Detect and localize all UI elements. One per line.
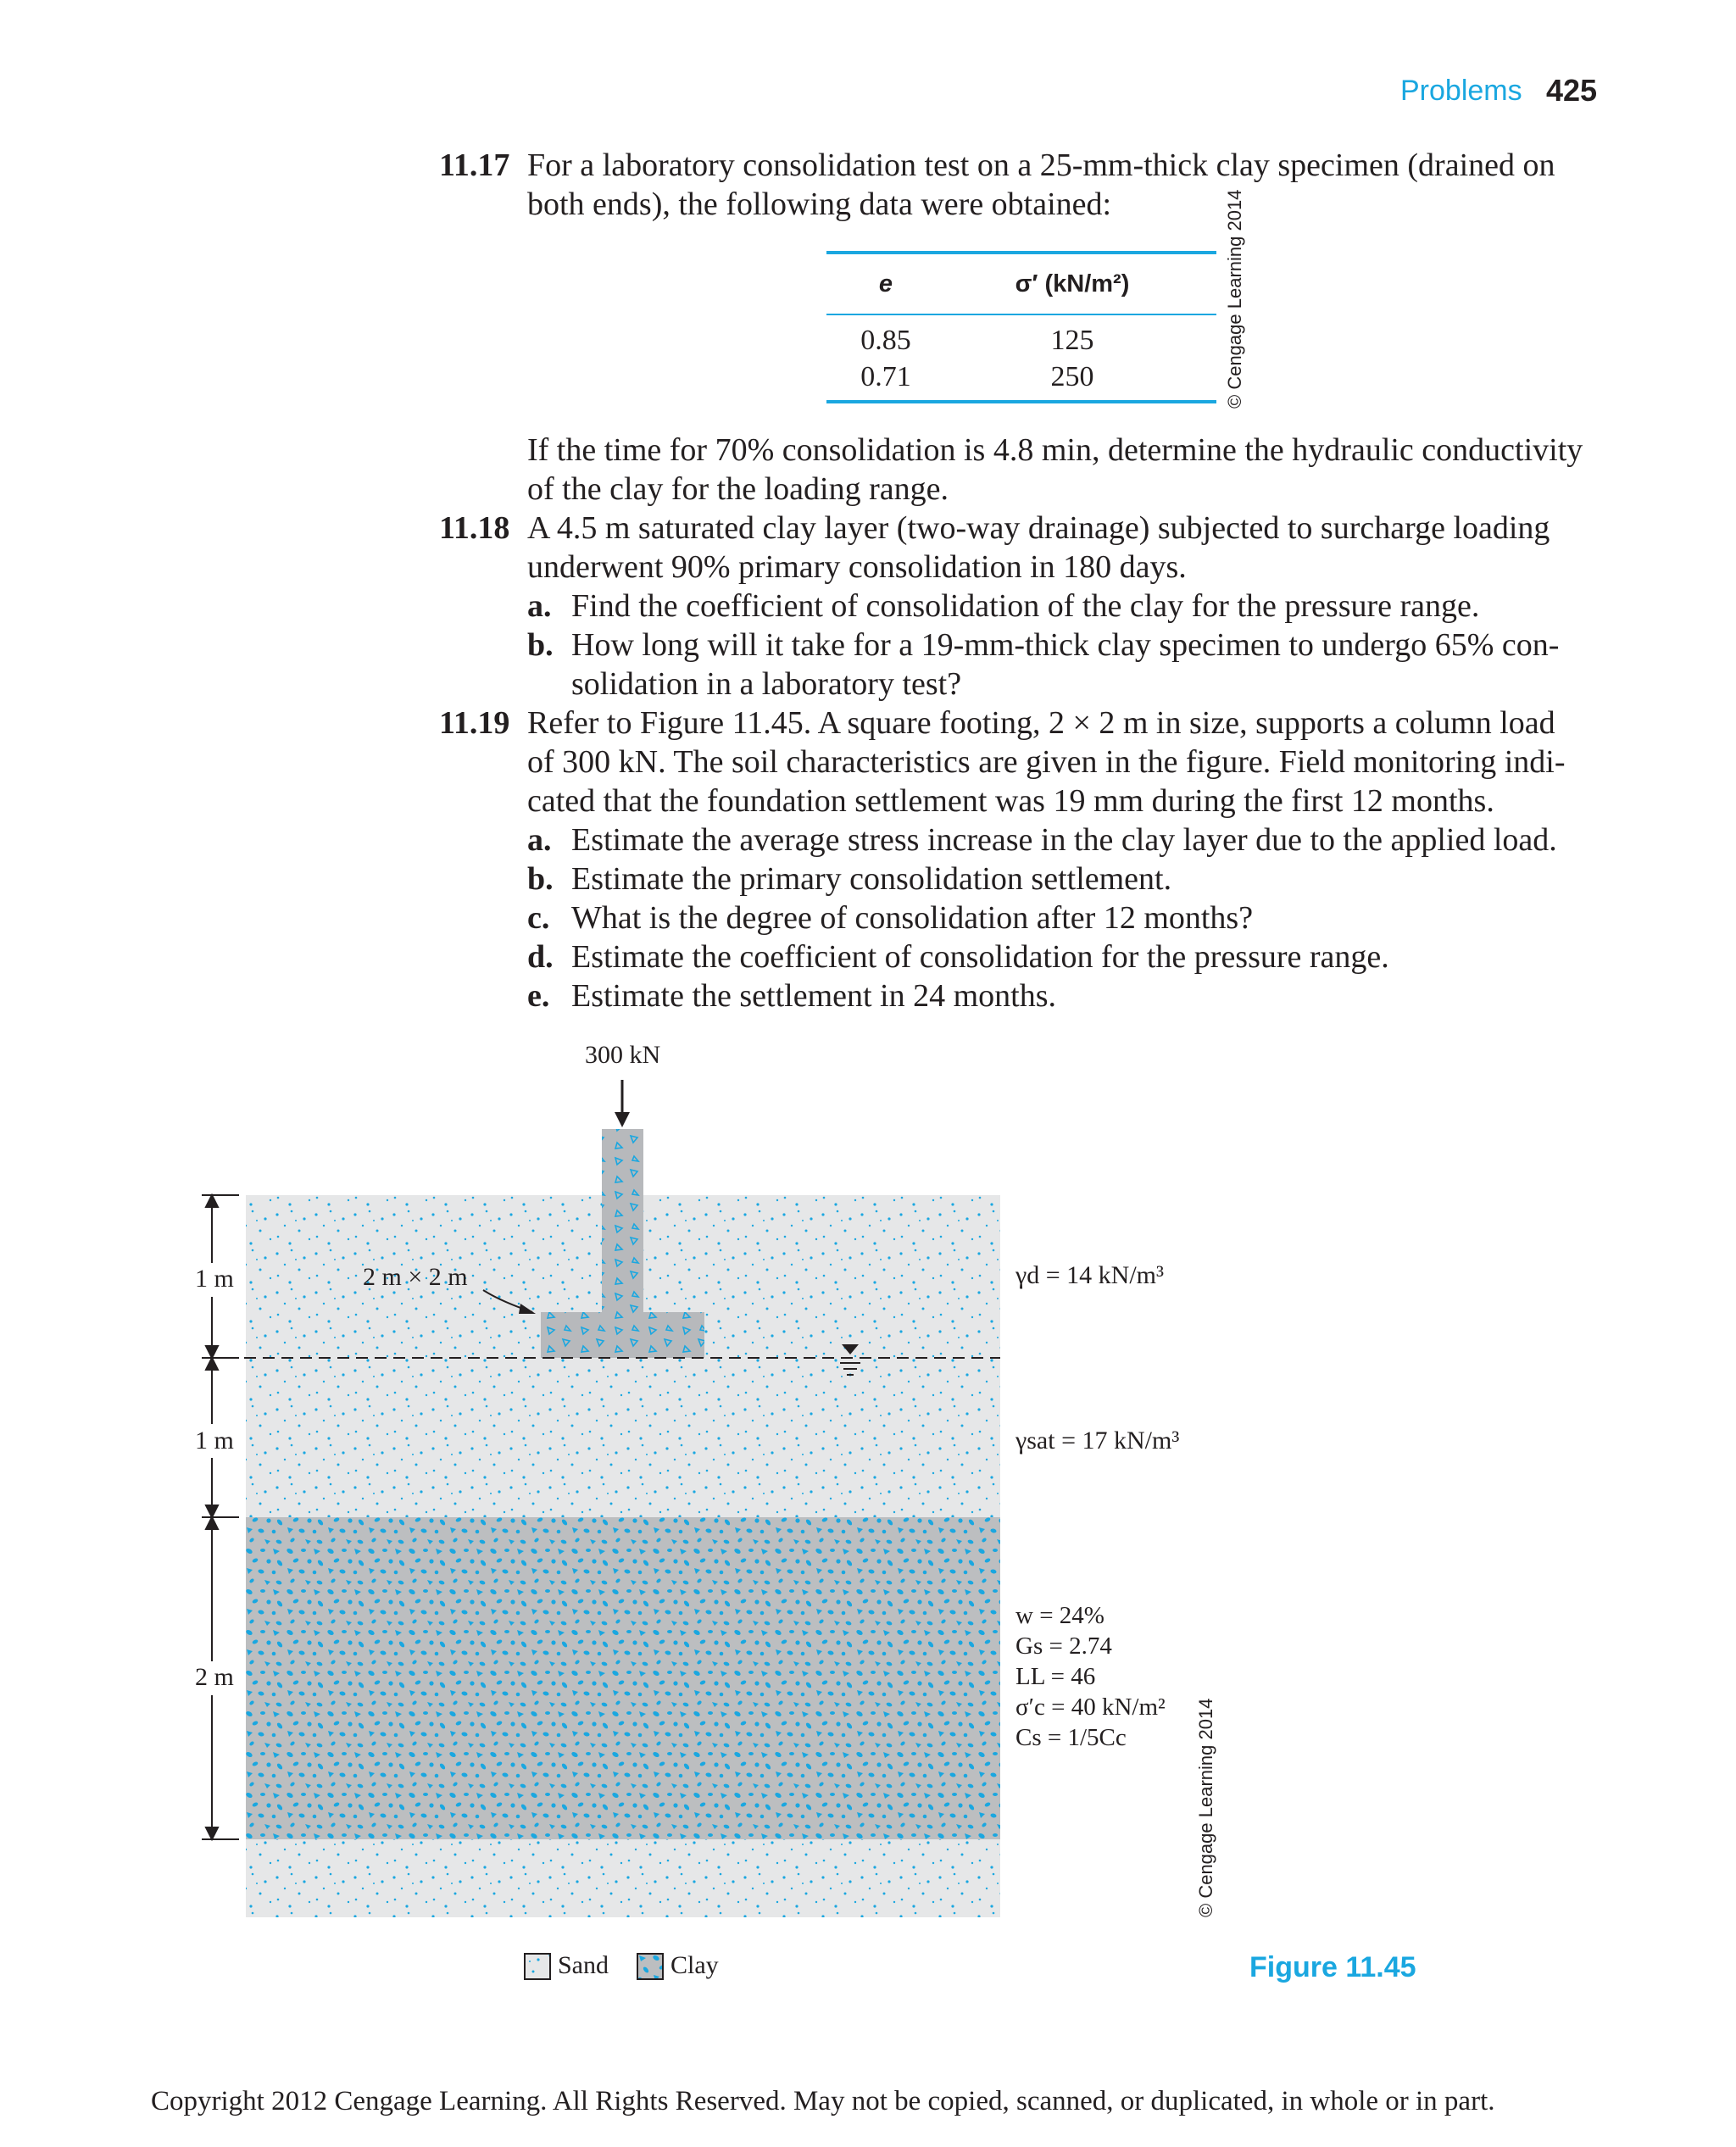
table-row: 0.71 250 (860, 361, 1094, 392)
running-header-section: Problems (1400, 75, 1522, 107)
legend-clay-swatch (637, 1954, 663, 1979)
layer2-unit-weight: γsat = 17 kN/m³ (1015, 1427, 1180, 1455)
table-credit: © Cengage Learning 2014 (1224, 189, 1245, 409)
part-label: a. (527, 588, 552, 624)
layer1-unit-weight: γd = 14 kN/m³ (1015, 1261, 1165, 1289)
depth-label: 1 m (195, 1265, 234, 1293)
problem-text-line: cated that the foundation settlement was 19 mm during the first 12 months. (527, 783, 1494, 819)
problem-number: 11.19 (439, 705, 510, 741)
depth-label: 2 m (195, 1663, 234, 1691)
part-text: Estimate the coefficient of consolidation for the pressure range. (571, 939, 1389, 975)
footing (541, 1312, 704, 1358)
problem-text-line: both ends), the following data were obtained: (527, 186, 1112, 222)
legend-sand-label: Sand (558, 1951, 609, 1979)
part-text: solidation in a laboratory test? (571, 666, 962, 702)
part-text: How long will it take for a 19-mm-thick clay specimen to undergo 65% con- (571, 627, 1560, 663)
problem-number: 11.17 (439, 147, 510, 183)
figure-title: Figure 11.45 (1249, 1951, 1416, 1983)
load-label: 300 kN (585, 1041, 661, 1069)
part-label: b. (527, 627, 554, 663)
clay-properties: w = 24% Gs = 2.74 LL = 46 σ′c = 40 kN/m² Cs = 1/5Cc (1015, 1602, 1166, 1751)
depth-label: 1 m (195, 1427, 234, 1455)
part-text: Find the coefficient of consolidation of the clay for the pressure range. (571, 588, 1480, 624)
problem-text-line: of 300 kN. The soil characteristics are given in the figure. Field monitoring indi- (527, 744, 1566, 780)
problem-text-line: of the clay for the loading range. (527, 471, 949, 507)
part-text: Estimate the settlement in 24 months. (571, 978, 1057, 1014)
problem-number: 11.18 (439, 510, 510, 546)
part-label: a. (527, 822, 552, 858)
copyright-notice: Copyright 2012 Cengage Learning. All Rights Reserved. May not be copied, scanned, or duplicated, in whole or in part. (151, 2086, 1495, 2116)
part-text: Estimate the average stress increase in the clay layer due to the applied load. (571, 822, 1557, 858)
figure-credit: © Cengage Learning 2014 (1195, 1698, 1216, 1917)
clay-layer (246, 1517, 1000, 1839)
table-row: 0.85 125 (860, 325, 1094, 356)
problem-text-line: Refer to Figure 11.45. A square footing, 2 × 2 m in size, supports a column load (527, 705, 1555, 741)
legend-sand-swatch (525, 1954, 550, 1979)
sand-layer-lower (246, 1839, 1000, 1917)
problem-text-line: If the time for 70% consolidation is 4.8 min, determine the hydraulic conductivity (527, 432, 1583, 468)
table-header-e: e (878, 270, 893, 298)
page-number: 425 (1546, 73, 1598, 108)
problem-text-line: A 4.5 m saturated clay layer (two-way drainage) subjected to surcharge loading (527, 510, 1550, 546)
part-label: b. (527, 861, 554, 897)
arrow-head-icon (615, 1112, 630, 1127)
table-header-stress: σ′ (kN/m²) (1015, 270, 1130, 298)
footing-size-label: 2 m × 2 m (363, 1263, 468, 1291)
part-text: Estimate the primary consolidation settlement. (571, 861, 1172, 897)
part-label: d. (527, 939, 554, 975)
problem-text-line: underwent 90% primary consolidation in 180 days. (527, 549, 1187, 585)
part-text: What is the degree of consolidation after 12 months? (571, 900, 1254, 936)
part-label: e. (527, 978, 550, 1014)
problem-text-line: For a laboratory consolidation test on a 25-mm-thick clay specimen (drained on (527, 147, 1555, 183)
part-label: c. (527, 900, 550, 936)
legend-clay-label: Clay (670, 1951, 719, 1979)
